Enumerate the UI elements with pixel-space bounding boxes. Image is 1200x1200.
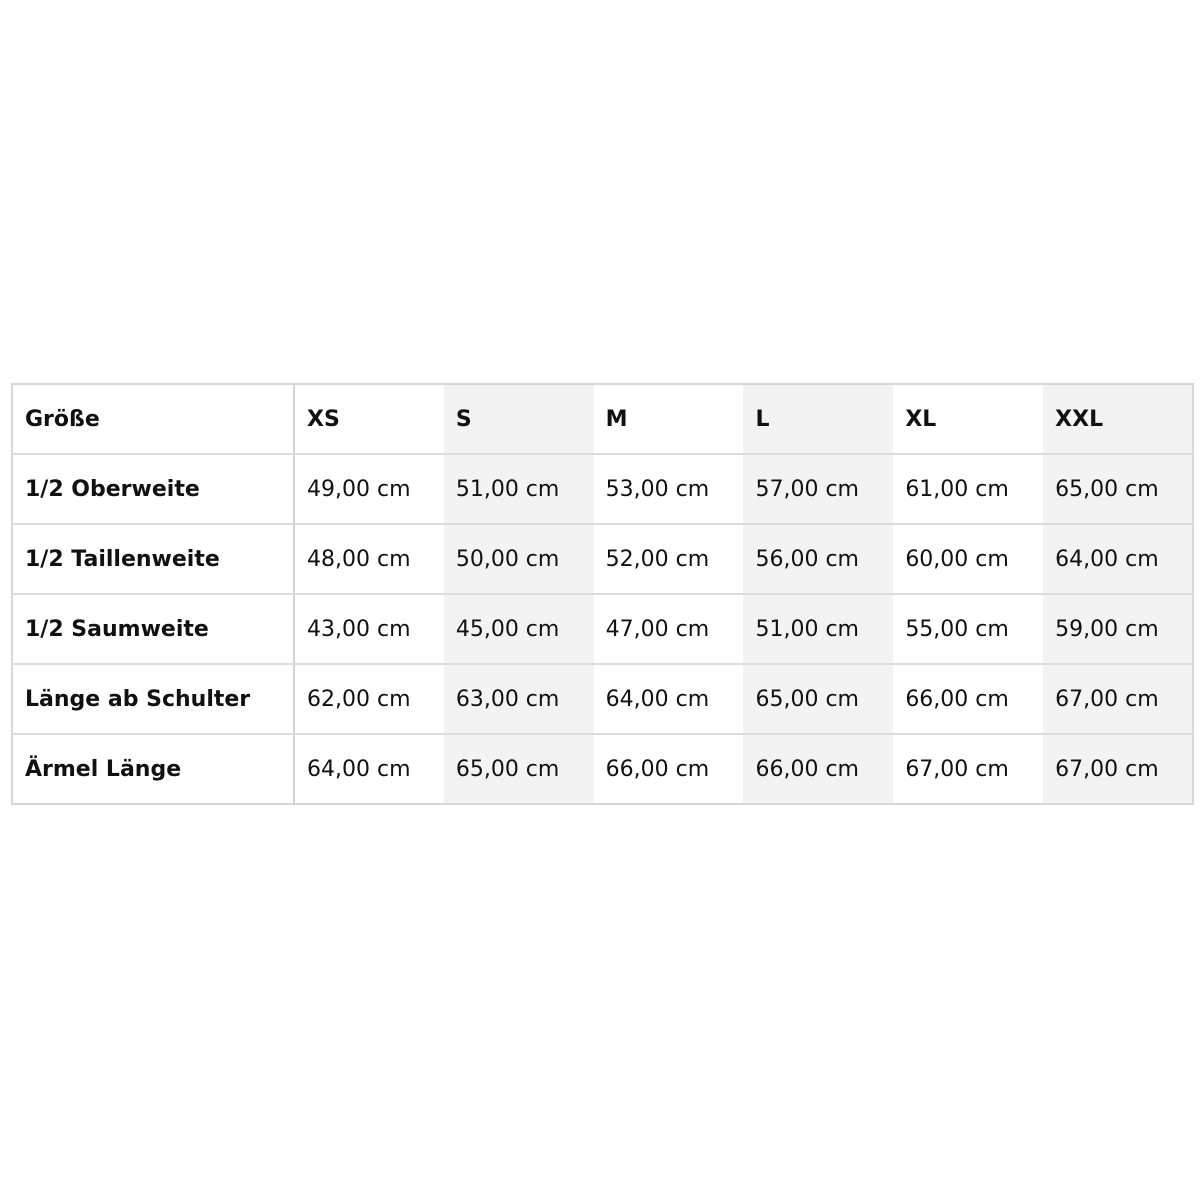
table-cell: 57,00 cm — [743, 454, 893, 524]
table-cell: 63,00 cm — [444, 664, 594, 734]
table-row — [12, 524, 1193, 594]
table-row — [12, 664, 1193, 734]
table-cell: 51,00 cm — [444, 454, 594, 524]
table-cell: 43,00 cm — [294, 594, 444, 664]
table-cell: 50,00 cm — [444, 524, 594, 594]
table-cell: 66,00 cm — [605, 756, 710, 782]
row-label-cell: 1/2 Taillenweite — [12, 524, 294, 594]
table-cell: 66,00 cm — [743, 734, 893, 804]
table-cell: 45,00 cm — [444, 594, 594, 664]
table-row — [12, 594, 1193, 664]
table-header-row — [12, 384, 1193, 454]
table-cell: 64,00 cm — [307, 756, 411, 782]
header-size-cell: L — [743, 384, 893, 454]
row-label-cell: Ärmel Länge — [12, 734, 294, 804]
table-cell: 66,00 cm — [893, 664, 1043, 734]
header-size-cell: S — [444, 384, 594, 454]
row-label-cell: 1/2 Saumweite — [12, 594, 294, 664]
table-cell: 64,00 cm — [594, 664, 744, 734]
table-cell: 64,00 cm — [1043, 524, 1193, 594]
table-row — [12, 734, 1193, 804]
table-cell: 53,00 cm — [594, 454, 744, 524]
table-cell: 65,00 cm — [743, 664, 893, 734]
table-cell: 67,00 cm — [1043, 664, 1193, 734]
header-size-cell: XL — [893, 384, 1043, 454]
table-cell: 55,00 cm — [893, 594, 1043, 664]
table-cell: 59,00 cm — [1043, 594, 1193, 664]
size-chart-table — [11, 383, 1194, 805]
table-cell: 61,00 cm — [893, 454, 1043, 524]
table-cell: 56,00 cm — [743, 524, 893, 594]
table-cell: 65,00 cm — [1043, 454, 1193, 524]
table-row — [12, 454, 1193, 524]
table-cell: 48,00 cm — [294, 524, 444, 594]
table-cell: 47,00 cm — [594, 594, 744, 664]
header-label-cell: Größe — [12, 384, 294, 454]
table-cell: 67,00 cm — [1043, 734, 1193, 804]
header-size-cell: XS — [294, 384, 444, 454]
table-cell: 51,00 cm — [743, 594, 893, 664]
row-label-cell: 1/2 Oberweite — [12, 454, 294, 524]
header-size-cell: XXL — [1043, 384, 1193, 454]
table-cell: 49,00 cm — [294, 454, 444, 524]
table-cell: 65,00 cm — [444, 734, 594, 804]
table-cell: 52,00 cm — [594, 524, 744, 594]
table-cell: 67,00 cm — [905, 756, 1009, 782]
header-size-cell: M — [594, 384, 744, 454]
table-cell: 62,00 cm — [294, 664, 444, 734]
table-cell: 60,00 cm — [893, 524, 1043, 594]
row-label-cell: Länge ab Schulter — [12, 664, 294, 734]
